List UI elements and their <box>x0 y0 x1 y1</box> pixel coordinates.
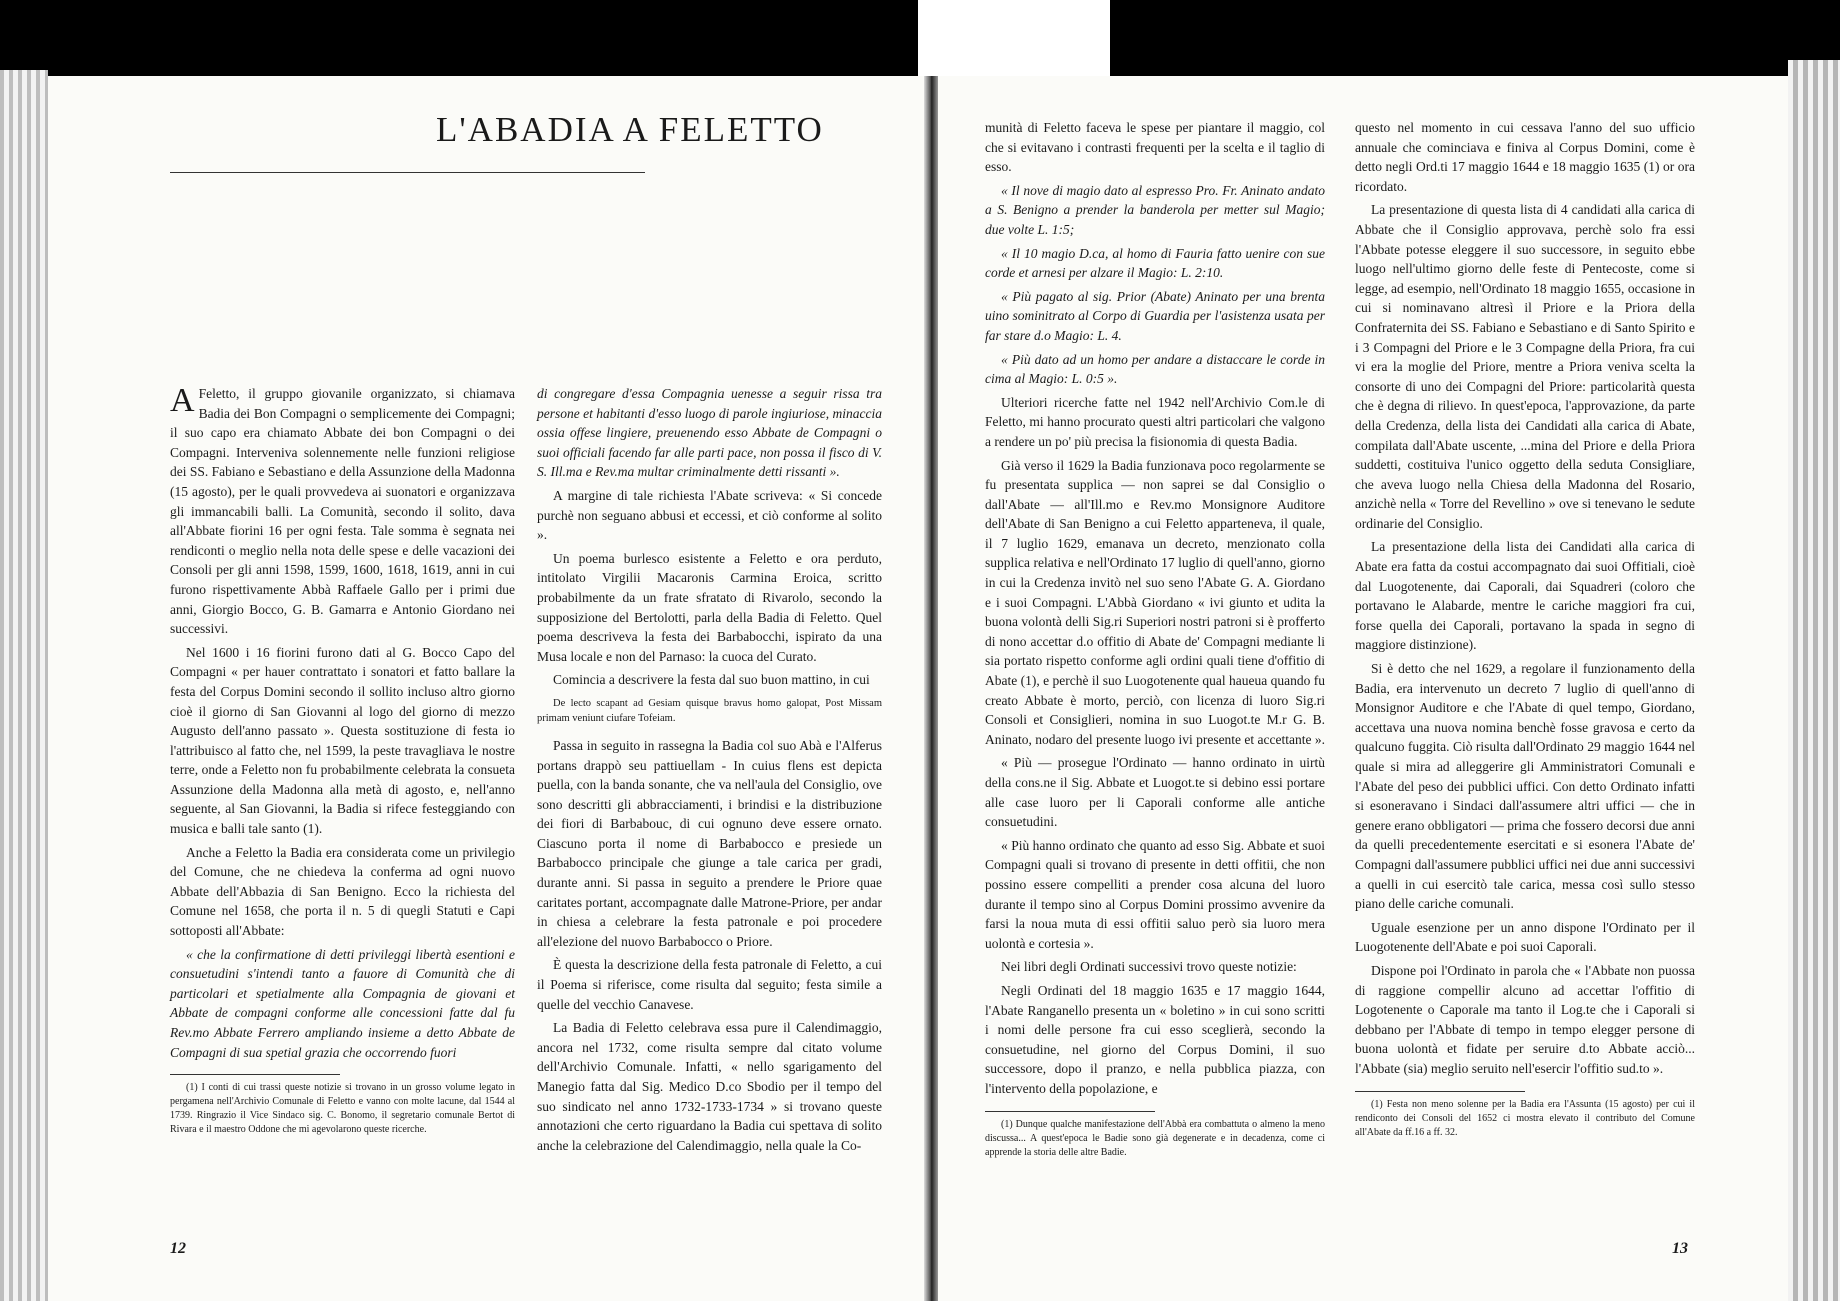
paragraph: « Più — prosegue l'Ordinato — hanno ordinato in uirtù della cons.ne il Sig. Abbate et Luogot.te si debino essi portare alle case luoro per li Caporali conforme alle antiche consuetudini. <box>985 755 1325 830</box>
paragraph: munità di Feletto faceva le spese per piantare il maggio, col che si evitavano i contrasti frequenti per la scelta e il taglio di esso. <box>985 120 1325 175</box>
paragraph: Passa in seguito in rassegna la Badia col suo Abà e l'Alferus portans drappò seu pattiuellam - In cuius flens est depicta puella, con la banda sonante, che va nell'aula del Consiglio, ove sono descritti gli abbracciamenti, i brindisi e la distribuzione dei fiori di Barbabouc, di cui ognuno deve essere ornato. Ciascuno porta il nome di Barbabocco e presiede un Barbabocco principale che giunge a tale carica per gradi, durante anni. Si passa in seguito a prendere le Priore quae caritates portant, accompagnate dalle Matrone-Priore, per andar in chiesa a celebrare la festa patronale e poi procedere all'elezione del nuovo Barbabocco o Priore. <box>537 737 882 949</box>
page-title: L'ABADIA A FELETTO <box>436 110 824 149</box>
quote-paragraph: « Più dato ad un homo per andare a distaccare le corde in cima al Magio: L. 0:5 ». <box>985 351 1325 387</box>
paragraph: Si è detto che nel 1629, a regolare il funzionamento della Badia, era intervenuto un decreto 7 luglio di quell'anno di Monsignor Auditore e che l'Abate di quel tempo, Giordano, accettava una nuova nomina benchè fosse gravosa e certo da qualcuno fuggita. Ciò risulta dall'Ordinato 29 maggio 1644 nel quale si mira ad alleggerire gli Amministratori Comunali e l'Abate del peso dei pubblici uffici. Con detto Ordinato infatti si esoneravano i Sindaci dall'assumere altri uffici — che in genere erano obbligatori — prima che fossero decorsi due anni da quelli precedentemente esercitati e si esonera l'Abate de' Compagni dall'assumere pubblici uffici nei due anni successivi a quelli in cui esercitò tale carica, messa così sullo stesso piano delle cariche comunali. <box>1355 661 1695 912</box>
paragraph: « Più hanno ordinato che quanto ad esso Sig. Abbate et suoi Compagni quali si trovano di presente in detti offitii, che non possino essere compelliti a prender cosa alcuna del luoro durante il tempo sino al Corpus Domini prossimo avvenire da farsi la noua muta di essi offitii saluo però sia luoro mera uolontà e cortesia ». <box>985 837 1325 951</box>
page-number-right: 13 <box>1672 1240 1688 1257</box>
paragraph: Già verso il 1629 la Badia funzionava poco regolarmente se fu presentata supplica — non saprei se dal Consiglio o dall'Abate — all'Ill.mo e Rev.mo Monsignore Auditore dell'Abate di San Benigno a cui Feletto apparteneva, il quale, il 7 luglio 1629, emanava un decreto, menzionato colla supplica relativa e nell'Ordinato 17 luglio di quell'anno, giorno in cui la Credenza invitò nel suo seno l'Abate G. A. Giordano e i suoi Compagni. L'Abbà Giordano « ivi giunto et udita la buona volontà delli Sig.ri Superiori nostri patroni si è profferto di nono accettar d.o offitio di Abate de' Compagni mediante li sia portato rispetto conforme agli ordini quali tiene d'offitio di Abate (1), e perchè il suo Luogotenente qual haueua quando fu creato Abbate è morto, perciò, con licenza di luoro Sig.ri Consoli et Consiglieri, nomina in suo Luogot.te M.r G. B. Aninato, nodaro del presente luogo ivi presente et accettante ». <box>985 457 1325 747</box>
right-col-2 <box>1355 118 1695 1144</box>
quote-paragraph: di congregare d'essa Compagnia uenesse a seguir rissa tra persone et habitanti d'esso luogo di parole ingiuriose, minaccia ossia offese lingiere, preuenendo esso Abbate de Compagni o suoi officiali facendo far alle parti pace, non possa il fisco di V. S. Ill.ma e Rev.ma multar criminalmente detti rissanti ». <box>537 386 882 480</box>
paragraph <box>170 384 515 639</box>
paragraph: Ulteriori ricerche fatte nel 1942 nell'Archivio Com.le di Feletto, mi hanno procurato questi altri particolari che valgono a rendere un po' più precisa la fisionomia di questa Badia. <box>985 394 1325 449</box>
page-number-left: 12 <box>170 1240 186 1257</box>
footnote-rule <box>170 1074 340 1075</box>
paragraph: Uguale esenzione per un anno dispone l'Ordinato per il Luogotenente dell'Abate e poi suoi Caporali. <box>1355 919 1695 955</box>
left-col-2 <box>537 384 882 1159</box>
paragraph: La Badia di Feletto celebrava essa pure il Calendimaggio, ancora nel 1732, come risulta sempre dal citato volume dell'Archivio Comunale. Infatti, « nello sgarigamento del Manegio fatta dal Sig. Medico D.co Sbodio per il tempo del suo sindicato nel anno 1732-1733-1734 » si trovano queste annotazioni che certo riguardano la Badia cui spettava di solito anche la celebrazione del Calendimaggio, nella quale la Co- <box>537 1020 882 1153</box>
book-gutter <box>924 76 938 1301</box>
paragraph: questo nel momento in cui cessava l'anno del suo ufficio annuale che cominciava e finiva al Corpus Domini, come è detto negli Ord.ti 17 maggio 1644 e 18 maggio 1635 (1) or ora ricordato. <box>1355 120 1695 194</box>
footnote: (1) Dunque qualche manifestazione dell'Abbà era combattuta o almeno la meno discussa... A quest'epoca le Badie sono già degenerate e in decadenza, come ci apprende la storia delle altre Badie. <box>985 1118 1325 1158</box>
paragraph-text: Feletto, il gruppo giovanile organizzato, si chiamava Badia dei Bon Compagni o semplicemente dei Compagni; il suo capo era chiamato Abbate dei bon Compagni o dei Compagni. Interveniva solennemente nelle funzioni religiose dei SS. Fabiano e Sebastiano e della Assunzione della Madonna (15 agosto), per le quali provvedeva ai suonatori e organizzava gli immancabili balli. La Comunità, secondo il solito, dava all'Abbate fiorini 16 per ogni festa. Tale somma è segnata nei rendiconti o meglio nella nota delle spese e delle vacazioni dei Consoli per gli anni 1598, 1599, 1600, 1618, 1619, anni in cui furono rispettivamente Abbà Raffaele Gallo per i primi due anni, Giorgio Bocco, G. B. Gamarra e Antonio Giordano nei successivi. <box>170 386 515 637</box>
scan-top-band-left <box>0 0 918 76</box>
paragraph: Nel 1600 i 16 fiorini furono dati al G. Bocco Capo del Compagni « per hauer contrattato i sonatori et fatto ballare la festa del Corpus Domini secondo il sollito incluso altro giorno cioè il giorno di San Giovanni al logo del giorno di mezzo Augusto dell'anno passato ». Questa sostituzione di festa io l'attribuisco al fatto che, nel 1599, la peste travagliava le nostre terre, onde a Feletto non fu probabilmente celebrata la consueta Assunzione della Madonna alla metà di agosto, e, nell'anno seguente, al San Giovanni, la Badia si rifece festeggiando con musica e balli tale santo (1). <box>170 644 515 837</box>
quote-paragraph: « Il nove di magio dato al espresso Pro. Fr. Aninato andato a S. Benigno a prender la banderola per metter sul Magio; due volte L. 1:5; <box>985 182 1325 237</box>
paragraph: Negli Ordinati del 18 maggio 1635 e 17 maggio 1644, l'Abate Ranganello presenta un « boletino » in cui sono scritti i nomi delle persone fra cui esso sceglierà, secondo la consuetudine, nel giorno del Corpus Domini, il suo successore, dopo il pranzo, e nella pubblica piazza, con l'intervento della popolazione, e <box>985 982 1325 1096</box>
verse-quote: De lecto scapant ad Gesiam quisque bravus homo galopat, Post Missam primam veniunt ciufare Tofeiam. <box>537 697 882 724</box>
right-col-1 <box>985 118 1325 1164</box>
paragraph: Dispone poi l'Ordinato in parola che « l'Abbate non puossa di raggione compellir alcuno ad accettar l'offitio di Logotenente o Caporale ma tanto il Log.te che i Caporali si debbano per l'Abbate di tempo in tempo elegger persone di buona uolontà et fidate per seruire d.to Abbate acciò... l'Abbate (sia) meglio seruito nell'esercir l'offitio sud.to ». <box>1355 962 1695 1076</box>
footnote-rule <box>1355 1091 1525 1092</box>
footnote: (1) I conti di cui trassi queste notizie si trovano in un grosso volume legato in pergamena nell'Archivio Comunale di Feletto e vanno con molte lacune, dal 1544 al 1739. Ringrazio il Vice Sindaco sig. C. Bonomo, il segretario comunale Bertot di Rivara e il maestro Oddone che mi agevolarono queste ricerche. <box>170 1082 515 1136</box>
paragraph: È questa la descrizione della festa patronale di Feletto, a cui il Poema si riferisce, come risulta dal seguito; festa simile a quelle del vecchio Canavese. <box>537 957 882 1012</box>
paragraph: A margine di tale richiesta l'Abate scriveva: « Si concede purchè non seguano abbusi et eccessi, et ciò conforme al solito ». <box>537 487 882 543</box>
title-rule <box>170 172 645 173</box>
dropcap: A <box>170 382 195 419</box>
right-page-stack-edge <box>1788 60 1840 1301</box>
paragraph: La presentazione della lista dei Candidati alla carica di Abate era fatta da costui accompagnato dai suoi Offitiali, cioè dal Luogotenente, dai Caporali, dai Squadreri (coloro che portavano le Alabarde, mentre le cariche maggiori fra cui, forse quella dei Caporali, portavano la spada in segno di maggiore distinzione). <box>1355 539 1695 653</box>
paragraph: Un poema burlesco esistente a Feletto e ora perduto, intitolato Virgilii Macaronis Carmina Eroica, scritto probabilmente da un frate sfratato di Rivarolo, secondo la supposizione del Bertolotti, parla della Badia di Feletto. Quel poema descriveva la festa dei Barbabocchi, ispirato da una Musa locale e non del Parnaso: la cuoca del Curato. <box>537 550 882 664</box>
scan-top-band-right <box>1110 0 1840 76</box>
quote-paragraph: « Più pagato al sig. Prior (Abate) Aninato per una brenta uino sominitrato al Corpo di Guardia per l'asistenza usata per far stare d.o Magio: L. 4. <box>985 288 1325 343</box>
footnote-rule <box>985 1111 1155 1112</box>
footnote: (1) Festa non meno solenne per la Badia era l'Assunta (15 agosto) per cui il rendiconto dei Consoli del 1652 ci mostra elevato il contributo del Comune all'Abate da ff.16 a ff. 32. <box>1355 1098 1695 1138</box>
left-page-stack-edge <box>0 70 48 1301</box>
paragraph: Comincia a descrivere la festa dal suo buon mattino, in cui <box>553 672 870 688</box>
paragraph: Nei libri degli Ordinati successivi trovo queste notizie: <box>1001 959 1297 975</box>
left-col-1 <box>170 384 515 1141</box>
paragraph: La presentazione di questa lista di 4 candidati alla carica di Abbate che il Consiglio approvava, perchè solo fra essi l'Abbate potesse eleggere il suo successore, in seguito ebbe luogo nell'ultimo giorno delle feste di Pentecoste, come si legge, ad esempio, nell'Ordinato 18 maggio 1655, occasione in cui si nominavano altresì il Priore e la Priora della Confraternita dei SS. Fabiano e Sebastiano e di Santo Spirito e i 3 Compagni del Priore e le 3 Compagne della Priora, fra cui vi era la moglie del Priore, mentre a Priora veniva scelta la consorte di uno dei Compagni del Priore: particolarità questa che è degna di rilievo. In quest'epoca, l'approvazione, da parte della Credenza, della lista dei Candidati alla carica di Abate, compilata dall'Abate uscente, ...mina del Priore e della Priora suddetti, costituiva l'unico oggetto della seduta Consigliare, che aveva luogo nella Chiesa della Madonna del Rosario, anzichè nella « Torre del Revellino » ove si tenevano le sedute ordinarie del Consiglio. <box>1355 202 1695 531</box>
quote-paragraph: « che la confirmatione di detti privileggi libertà esentioni e consuetudini s'intendi tanto a fauore di Comunità che di particolari et spetialmente alla Compagnia de giovani et Abbate de compagni conforme alle concessioni fatte dal fu Rev.mo Abbate Ferrero ampliando insieme a detto Abbate de Compagni di sua spetial grazia che occorrendo fuori <box>170 946 515 1060</box>
paragraph: Anche a Feletto la Badia era considerata come un privilegio del Comune, che ne chiedeva la conferma ad ogni nuovo Abbate dell'Abbazia di San Benigno. Ecco la richiesta del Comune nel 1658, che porta il n. 5 di quegli Statuti e Capi sottoposti all'Abbate: <box>170 844 515 939</box>
quote-paragraph: « Il 10 magio D.ca, al homo di Fauria fatto uenire con sue corde et arnesi per alzare il Magio: L. 2:10. <box>985 245 1325 281</box>
